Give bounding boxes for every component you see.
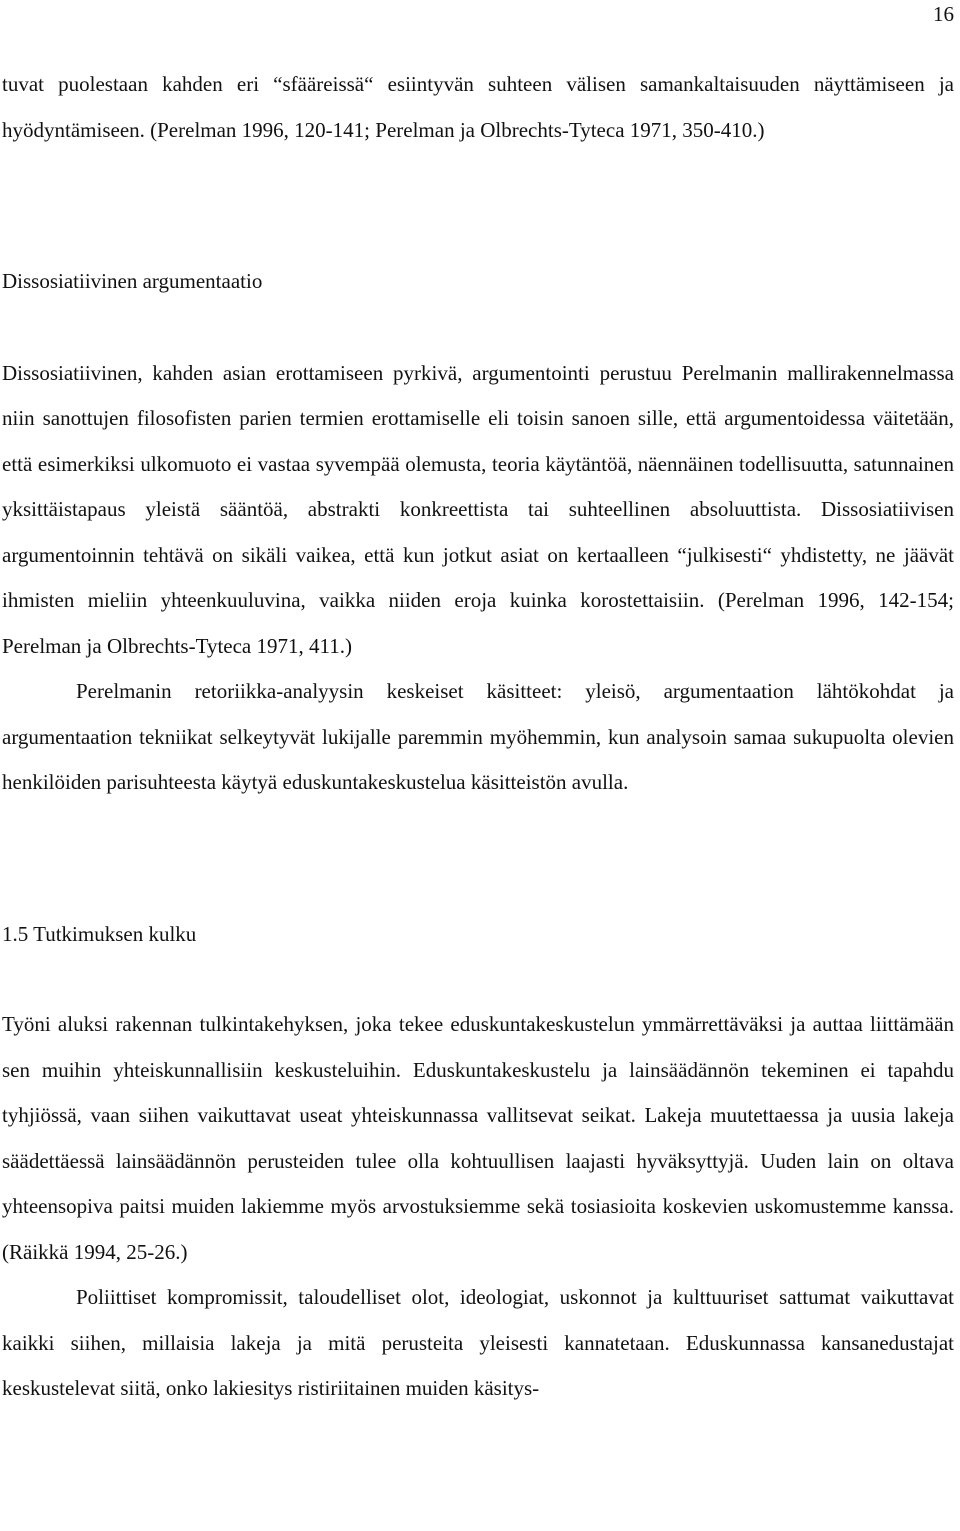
paragraph-framework: Työni aluksi rakennan tulkintakehyksen, joka tekee eduskuntakeskustelun ymmärrettäväksi ja auttaa liittämään sen muihin yhteiskunnallisiin keskusteluihin. Eduskuntakeskustelu ja lainsäädännön tekeminen ei tapahdu tyhjiössä, vaan siihen vaikuttavat useat yhteiskunnassa vallitsevat seikat. Lakeja muutettaessa ja uusia lakeja säädettäessä lainsäädännön perusteiden tulee olla kohtuullisen laajasti hyväksyttyjä. Uuden lain on oltava yhteensopiva paitsi muiden lakiemme myös arvostuksiemme sekä tosiasioita koskevien uskomustemme kanssa. (Räikkä 1994, 25-26.) [2, 1012, 954, 1264]
document-body [2, 62, 954, 1412]
paragraph-dissociative: Dissosiatiivinen, kahden asian erottamiseen pyrkivä, argumentointi perustuu Perelmanin mallirakennelmassa niin sanottujen filosofisten parien termien erottamiselle eli toisin sanoen sille, että argumentoidessa väitetään, että esimerkiksi ulkomuoto ei vastaa syvempää olemusta, teoria käytäntöä, näennäinen todellisuutta, satunnainen yksittäistapaus yleistä sääntöä, abstrakti konkreettista tai suhteellinen absoluuttista. Dissosiatiivisen argumentoinnin tehtävä on sikäli vaikea, että kun jotkut asiat on kertaalleen “julkisesti“ yhdistetty, ne jäävät ihmisten mieliin yhteenkuuluvina, vaikka niiden eroja kuinka korostettaisiin. (Perelman 1996, 142-154; Perelman ja Olbrechts-Tyteca 1971, 411.) [2, 360, 954, 658]
spacer [2, 153, 954, 259]
paragraph-political-compromises: Poliittiset kompromissit, taloudelliset olot, ideologiat, uskonnot ja kulttuuriset sattumat vaikuttavat kaikki siihen, millaisia lakeja ja mitä perusteita yleisesti kannatetaan. Eduskunnassa kansanedustajat keskustelevat siitä, onko lakiesitys ristiriitainen muiden käsitys- [2, 1285, 954, 1400]
page-number: 16 [933, 2, 954, 26]
spacer [2, 305, 954, 351]
subheading-dissociative-argumentation: Dissosiatiivinen argumentaatio [2, 269, 263, 293]
spacer [2, 806, 954, 912]
paragraph-analogy-continuation: tuvat puolestaan kahden eri “sfääreissä“ esiintyvän suhteen välisen samankaltaisuuden näyttämiseen ja hyödyntämiseen. (Perelman 1996, 120-141; Perelman ja Olbrechts-Tyteca 1971, 350-410.) [2, 72, 954, 142]
spacer [2, 957, 954, 1002]
paragraph-key-concepts: Perelmanin retoriikka-analyysin keskeiset käsitteet: yleisö, argumentaation lähtökohdat ja argumentaation tekniikat selkeytyvät lukijalle paremmin myöhemmin, kun analysoin samaa sukupuolta olevien henkilöiden parisuhteesta käytyä eduskuntakeskustelua käsitteistön avulla. [2, 679, 954, 794]
section-heading-research-process: 1.5 Tutkimuksen kulku [2, 921, 197, 946]
